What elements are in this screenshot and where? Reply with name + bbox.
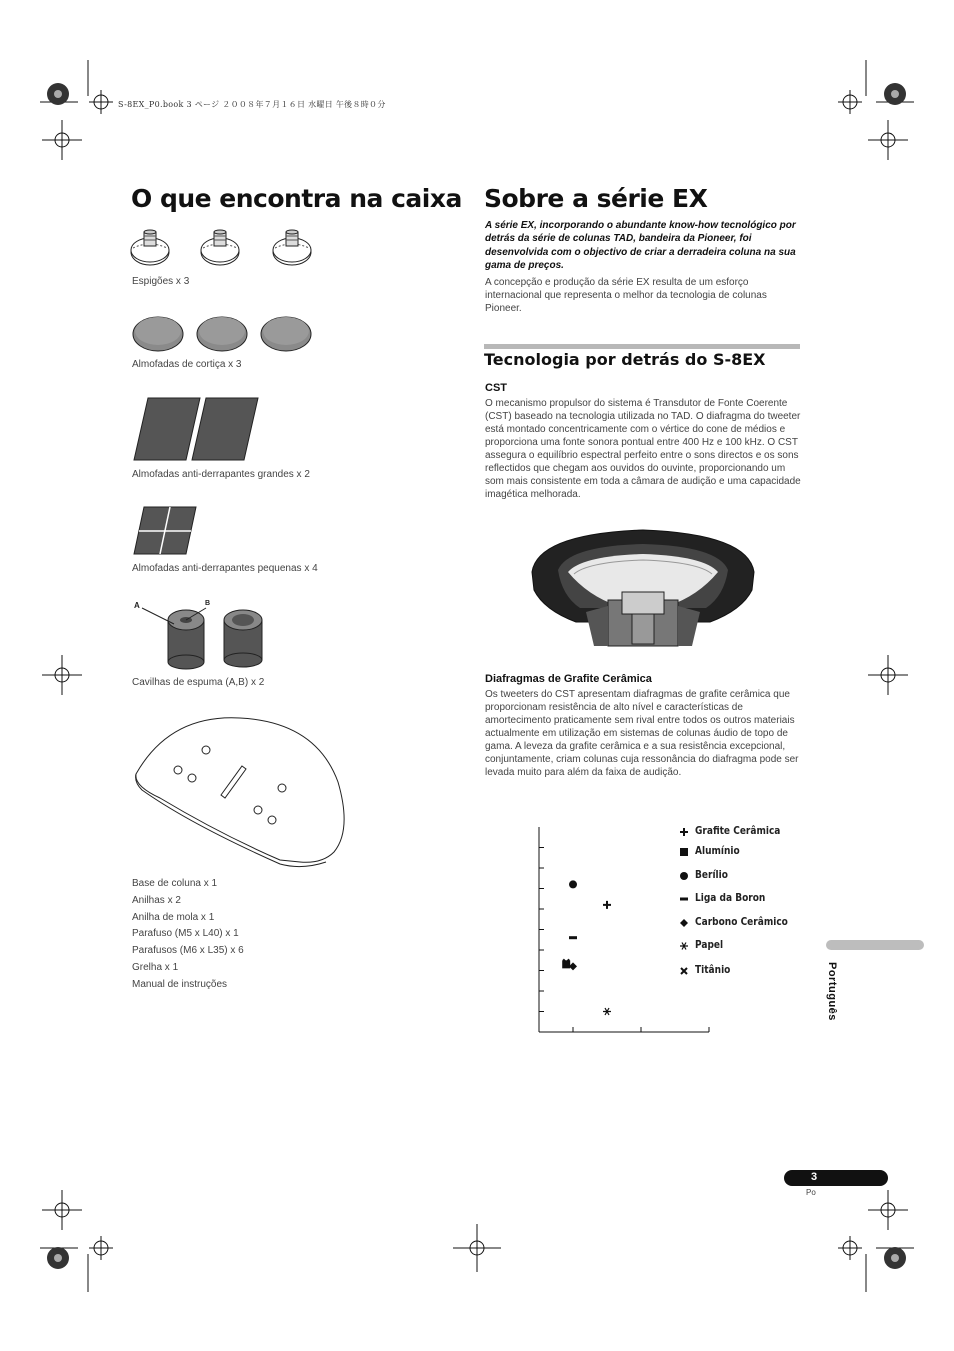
diaphragm-body: Os tweeters do CST apresentam diafragmas de grafite cerâmica que proporcionam resistência de alto nível e características de amortecimento praticamente sem rival entre todos os outros materiais actualmente em utilização em sistemas de colunas áudio de topo de gama. A leveza da grafite cerâmica e a sua resistência excepcional, conjuntamente, criam colunas cuja ressonância do diafragma pode ser levada muito para além da faixa de audição. [485, 689, 799, 778]
cork-pads-illustration [132, 310, 316, 356]
cst-heading: CST [485, 382, 507, 394]
legend-marker [680, 919, 688, 927]
legend-label: Carbono Cerâmico [695, 915, 788, 928]
speaker-cutaway-illustration [528, 526, 758, 654]
chart-marks [562, 880, 611, 1015]
list-item: Anilha de mola x 1 [132, 911, 215, 923]
right-title: Sobre a série EX [484, 184, 708, 213]
cst-body: O mecanismo propulsor do sistema é Transdutor de Fonte Coerente (CST) baseado na tecnologia utilizada no TAD. O diafragma do tweeter está montado concentricamente com o vértice do cone de médios e proporciona uma fonte sonora pontual entre 400 Hz e 100 kHz. O CST assegura o equilíbrio espectral perfeito entre o sons directos e os sons reflectidos que chegam aos ouvidos do ouvinte, proporcionando um som mais consistente em toda a câmara de audição e uma capacidade imagética melhorada. [485, 398, 801, 500]
intro-body: A concepção e produção da série EX resulta de um esforço internacional que representa o melhor da tecnologia de colunas Pioneer. [485, 277, 767, 314]
legend-label: Berílio [695, 868, 728, 881]
legend-marker [680, 898, 688, 901]
legend-label: Grafite Cerâmica [695, 824, 781, 837]
legend-marker-icon [678, 846, 690, 858]
legend-marker-icon [678, 826, 690, 838]
legend-marker-icon [678, 965, 690, 977]
diaphragm-heading: Diafragmas de Grafite Cerâmica [485, 673, 652, 685]
legend-marker [680, 943, 688, 950]
list-item: Grelha x 1 [132, 961, 179, 973]
small-pads-caption: Almofadas anti-derrapantes pequenas x 4 [132, 563, 318, 574]
data-point [569, 880, 577, 888]
legend-marker-icon [678, 940, 690, 952]
contents-list [132, 876, 244, 994]
list-item: Parafusos (M6 x L35) x 6 [132, 945, 244, 957]
section-divider [484, 344, 800, 349]
left-title: O que encontra na caixa [131, 184, 462, 213]
legend-label: Liga da Boron [695, 891, 766, 904]
spikes-illustration [130, 226, 320, 272]
legend-label: Titânio [695, 963, 731, 976]
intro-paragraph: A série EX, incorporando o abundante know-how tecnológico por detrás da série de colunas TAD, bandeira da Pioneer, foi desenvolvida com o objectivo de criar a derradeira coluna na sua gama de preços. [485, 220, 796, 272]
cork-pads-caption: Almofadas de cortiça x 3 [132, 359, 242, 370]
legend-marker [680, 828, 688, 836]
page-number: 3 [810, 1171, 818, 1183]
page-language-code: Po [806, 1188, 816, 1197]
foam-plugs-caption: Cavilhas de espuma (A,B) x 2 [132, 677, 265, 688]
legend-marker [680, 872, 688, 880]
list-item: Manual de instruções [132, 978, 228, 990]
spikes-caption: Espigões x 3 [132, 276, 190, 287]
foam-plugs-illustration [130, 598, 280, 670]
language-label: Português [826, 962, 838, 1021]
list-item: Parafuso (M5 x L40) x 1 [132, 928, 239, 940]
legend-label: Alumínio [695, 844, 740, 857]
chart-legend [678, 824, 828, 989]
page-number-bar [784, 1170, 888, 1186]
small-pads-illustration [132, 506, 198, 556]
legend-marker-icon [678, 917, 690, 929]
section-title: Tecnologia por detrás do S-8EX [484, 350, 766, 369]
legend-label: Papel [695, 938, 724, 951]
speaker-base-illustration [130, 712, 350, 868]
legend-marker [680, 848, 688, 856]
data-point [569, 962, 577, 970]
foam-label-b: B [205, 600, 211, 607]
data-point [569, 936, 577, 939]
large-pads-caption: Almofadas anti-derrapantes grandes x 2 [132, 469, 310, 480]
legend-marker-icon [678, 893, 690, 905]
language-tab [826, 940, 924, 950]
large-pads-illustration [132, 396, 262, 462]
legend-marker-icon [678, 870, 690, 882]
legend-marker [681, 968, 687, 974]
list-item: Anilhas x 2 [132, 894, 181, 906]
list-item: Base de coluna x 1 [132, 878, 218, 889]
foam-label-a: A [134, 601, 140, 610]
data-point [603, 1008, 611, 1015]
data-point [603, 901, 611, 909]
print-header: S-8EX_P0.book 3 ページ ２００８年７月１６日 水曜日 午後８時０分 [118, 100, 386, 109]
